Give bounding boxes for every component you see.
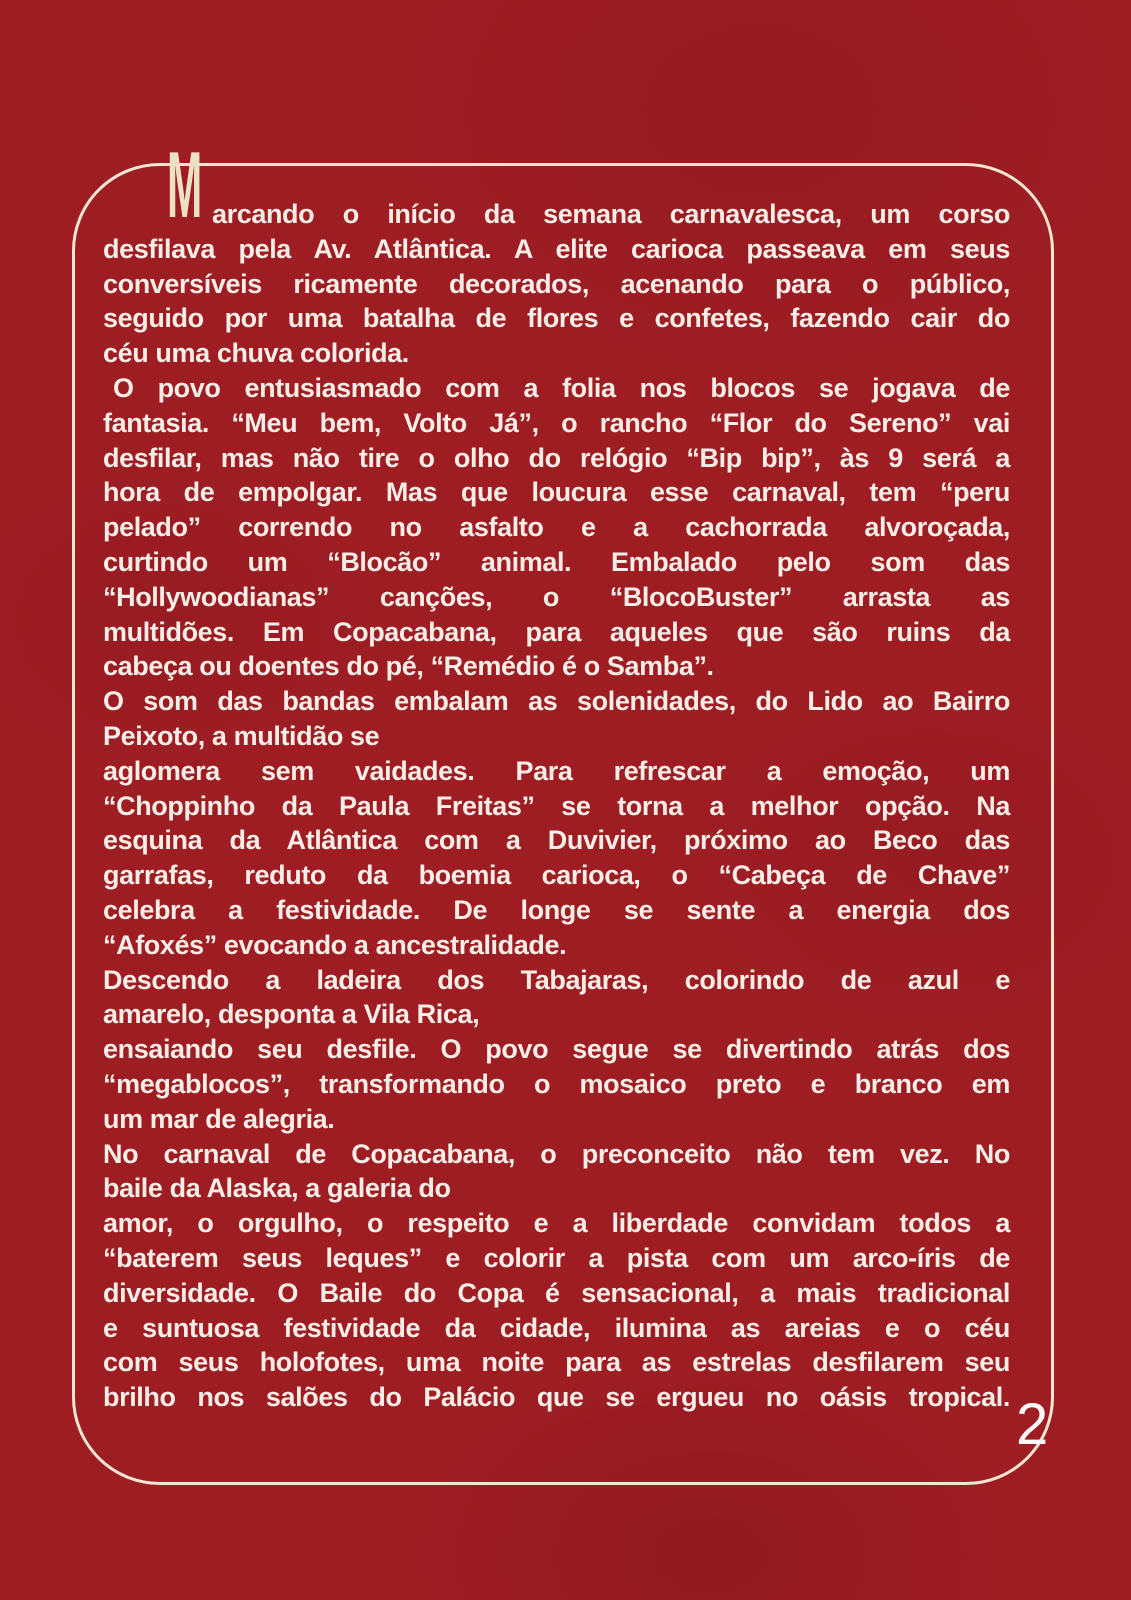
text-line: multidões. Em Copacabana, para aqueles que são ruins da [103, 616, 1010, 647]
text-line: “Hollywoodianas” canções, o “BlocoBuster” arrasta as [103, 581, 1010, 612]
text-line: “Afoxés” evocando a ancestralidade. [103, 929, 567, 960]
text-line: O som das bandas embalam as solenidades, do Lido ao Bairro [103, 686, 1010, 717]
text-line: um mar de alegria. [103, 1103, 335, 1134]
text-line: “baterem seus leques” e colorir a pista com um arco-íris de [103, 1242, 1010, 1273]
text-line: celebra a festividade. De longe se sente a energia dos [103, 894, 1010, 925]
text-line: amarelo, desponta a Vila Rica, [103, 999, 480, 1030]
text-line: baile da Alaska, a galeria do [103, 1173, 451, 1204]
text-line: e suntuosa festividade da cidade, ilumina as areias e o céu [103, 1312, 1010, 1343]
text-line: com seus holofotes, uma noite para as estrelas desfilarem seu [103, 1347, 1010, 1378]
text-line: céu uma chuva colorida. [103, 338, 409, 369]
text-line: conversíveis ricamente decorados, acenando para o público, [103, 268, 1010, 299]
drop-cap-letter: M [167, 132, 203, 237]
text-line: brilho nos salões do Palácio que se ergueu no oásis tropical. [103, 1382, 1010, 1413]
text-line: garrafas, reduto da boemia carioca, o “Cabeça de Chave” [103, 860, 1010, 891]
text-line: amor, o orgulho, o respeito e a liberdade convidam todos a [103, 1208, 1010, 1239]
text-line: No carnaval de Copacabana, o preconceito não tem vez. No [103, 1138, 1010, 1169]
text-line: “Choppinho da Paula Freitas” se torna a melhor opção. Na [103, 790, 1010, 821]
text-line: hora de empolgar. Mas que loucura esse carnaval, tem “peru [103, 477, 1010, 508]
text-line: Descendo a ladeira dos Tabajaras, colorindo de azul e [103, 964, 1010, 995]
text-line: desfilar, mas não tire o olho do relógio “Bip bip”, às 9 será a [103, 442, 1010, 473]
text-line: fantasia. “Meu bem, Volto Já”, o rancho “Flor do Sereno” vai [103, 407, 1010, 438]
text-line: curtindo um “Blocão” animal. Embalado pelo som das [103, 546, 1010, 577]
text-line: O povo entusiasmado com a folia nos blocos se jogava de [113, 372, 1010, 403]
text-line: diversidade. O Baile do Copa é sensacional, a mais tradicional [103, 1277, 1010, 1308]
text-line: seguido por uma batalha de flores e confetes, fazendo cair do [103, 303, 1010, 334]
text-line: ensaiando seu desfile. O povo segue se divertindo atrás dos [103, 1034, 1010, 1065]
page-number: 2 [1016, 1392, 1049, 1457]
text-line: pelado” correndo no asfalto e a cachorrada alvoroçada, [103, 512, 1010, 543]
text-line: aglomera sem vaidades. Para refrescar a emoção, um [103, 755, 1010, 786]
text-line: Peixoto, a multidão se [103, 720, 380, 751]
text-line: “megablocos”, transformando o mosaico preto e branco em [103, 1068, 1010, 1099]
text-line: desfilava pela Av. Atlântica. A elite carioca passeava em seus [103, 233, 1010, 264]
text-line: esquina da Atlântica com a Duvivier, próximo ao Beco das [103, 825, 1010, 856]
article-text [103, 132, 1010, 1415]
text-line: arcando o início da semana carnavalesca, um corso [212, 199, 1010, 229]
text-line: cabeça ou doentes do pé, “Remédio é o Samba”. [103, 651, 714, 682]
